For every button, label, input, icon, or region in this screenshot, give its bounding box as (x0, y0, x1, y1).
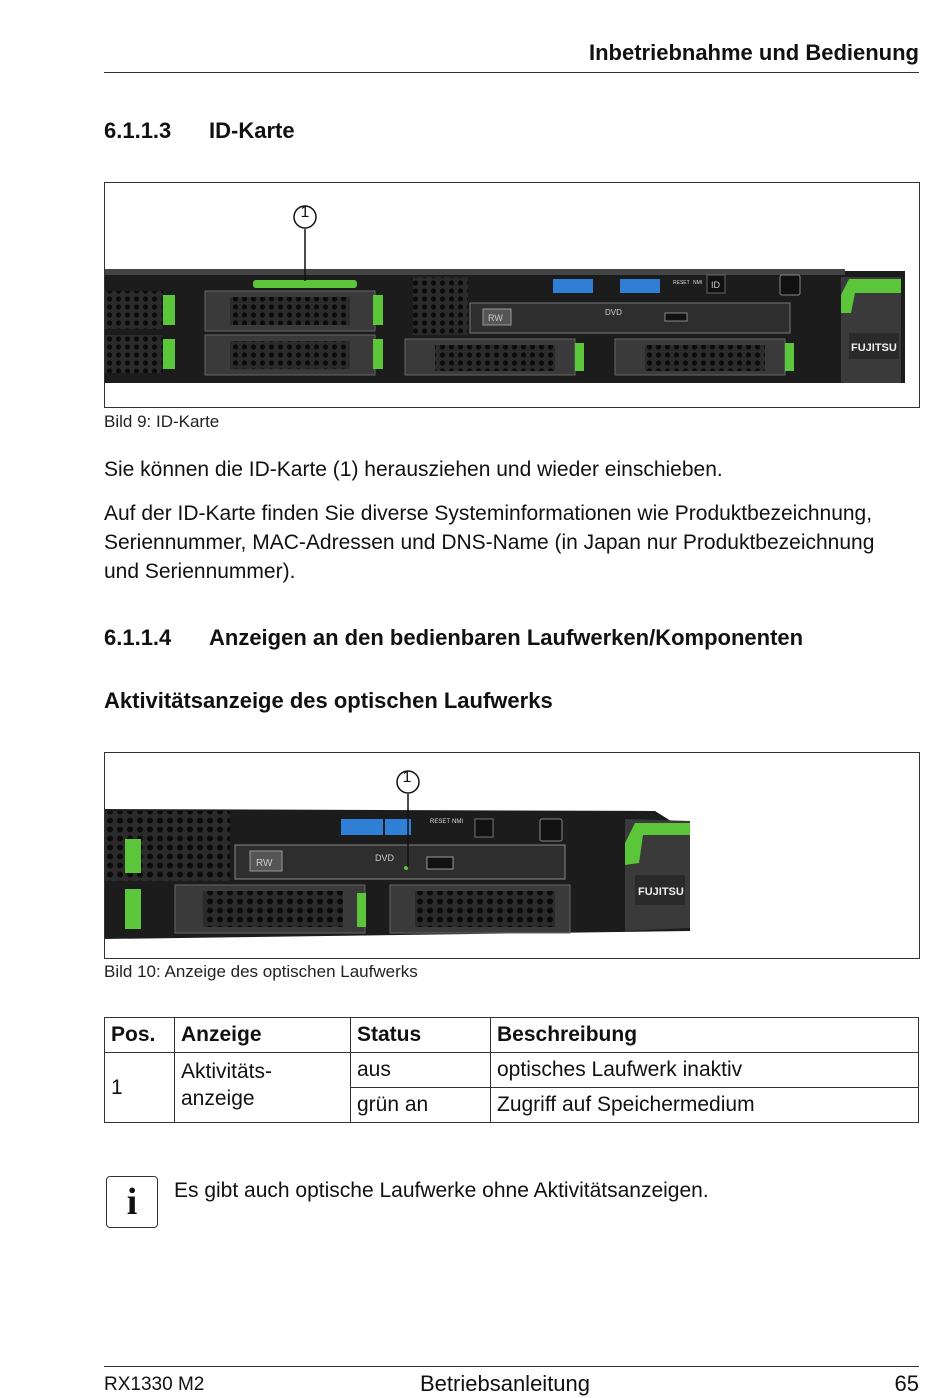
figure-caption: Bild 9: ID-Karte (104, 412, 220, 431)
svg-text:DVD: DVD (375, 853, 395, 863)
svg-text:ID: ID (711, 280, 720, 290)
subheading: Aktivitätsanzeige des optischen Laufwerks (104, 688, 553, 713)
brand-logo: FUJITSU (851, 342, 897, 354)
footer-model: RX1330 M2 (104, 1374, 205, 1395)
led-status-table (104, 1017, 919, 1123)
svg-text:DVD: DVD (605, 308, 622, 317)
page-number: 65 (894, 1371, 919, 1396)
running-header: Inbetriebnahme und Bedienung (588, 40, 919, 65)
header-rule (104, 72, 919, 73)
figure-caption: Bild 10: Anzeige des optischen Laufwerks (104, 962, 418, 981)
svg-text:RW: RW (488, 313, 503, 323)
note-text: Es gibt auch optische Laufwerke ohne Aktivitätsanzeigen. (174, 1179, 709, 1202)
optical-drive (235, 845, 565, 879)
footer-rule (104, 1366, 919, 1367)
anzeige-cell: Aktivitäts- anzeige (175, 1053, 351, 1123)
svg-text:RW: RW (256, 858, 273, 869)
usb-port (620, 279, 660, 293)
section-number: 6.1.1.4 (104, 625, 172, 650)
section-title: Anzeigen an den bedienbaren Laufwerken/Komponenten (209, 625, 804, 650)
usb-port (553, 279, 593, 293)
table-header-row (105, 1018, 919, 1053)
figure-optical-drive (104, 752, 920, 959)
table-row (105, 1053, 919, 1088)
server-front-illustration (105, 183, 919, 407)
table-header: Anzeige (175, 1018, 351, 1053)
optical-drive (470, 303, 790, 333)
reset-label: RESET (673, 280, 690, 286)
callout-number: 1 (300, 204, 310, 221)
description-cell: optisches Laufwerk inaktiv (491, 1053, 919, 1088)
figure-id-card (104, 182, 920, 408)
table-header: Beschreibung (491, 1018, 919, 1053)
callout-number: 1 (402, 769, 412, 786)
usb-port (385, 819, 411, 835)
id-card-tab (253, 280, 357, 288)
footer-doc-title: Betriebsanleitung (420, 1371, 591, 1396)
server-front-illustration (105, 753, 919, 958)
section-number: 6.1.1.3 (104, 118, 172, 143)
brand-logo: FUJITSU (638, 886, 684, 898)
status-cell: aus (351, 1053, 491, 1088)
table-header: Status (351, 1018, 491, 1053)
svg-text:RESET: RESET (430, 819, 451, 825)
description-cell: Zugriff auf Speichermedium (491, 1088, 919, 1123)
section-title: ID-Karte (209, 118, 295, 143)
paragraph: Auf der ID-Karte finden Sie diverse Systeminformationen wie Produktbezeichnung, Seriennummer, MAC-Adressen und DNS-Name (in Japan nur Produktbezeichnung und Seriennummer). (104, 502, 875, 583)
paragraph: Sie können die ID-Karte (1) herausziehen und wieder einschieben. (104, 458, 723, 481)
pos-cell: 1 (105, 1053, 175, 1123)
info-icon: i (106, 1176, 158, 1228)
status-cell: grün an (351, 1088, 491, 1123)
svg-text:NMI: NMI (452, 819, 463, 825)
nmi-label: NMI (693, 280, 703, 286)
table-header: Pos. (105, 1018, 175, 1053)
usb-port (341, 819, 383, 835)
